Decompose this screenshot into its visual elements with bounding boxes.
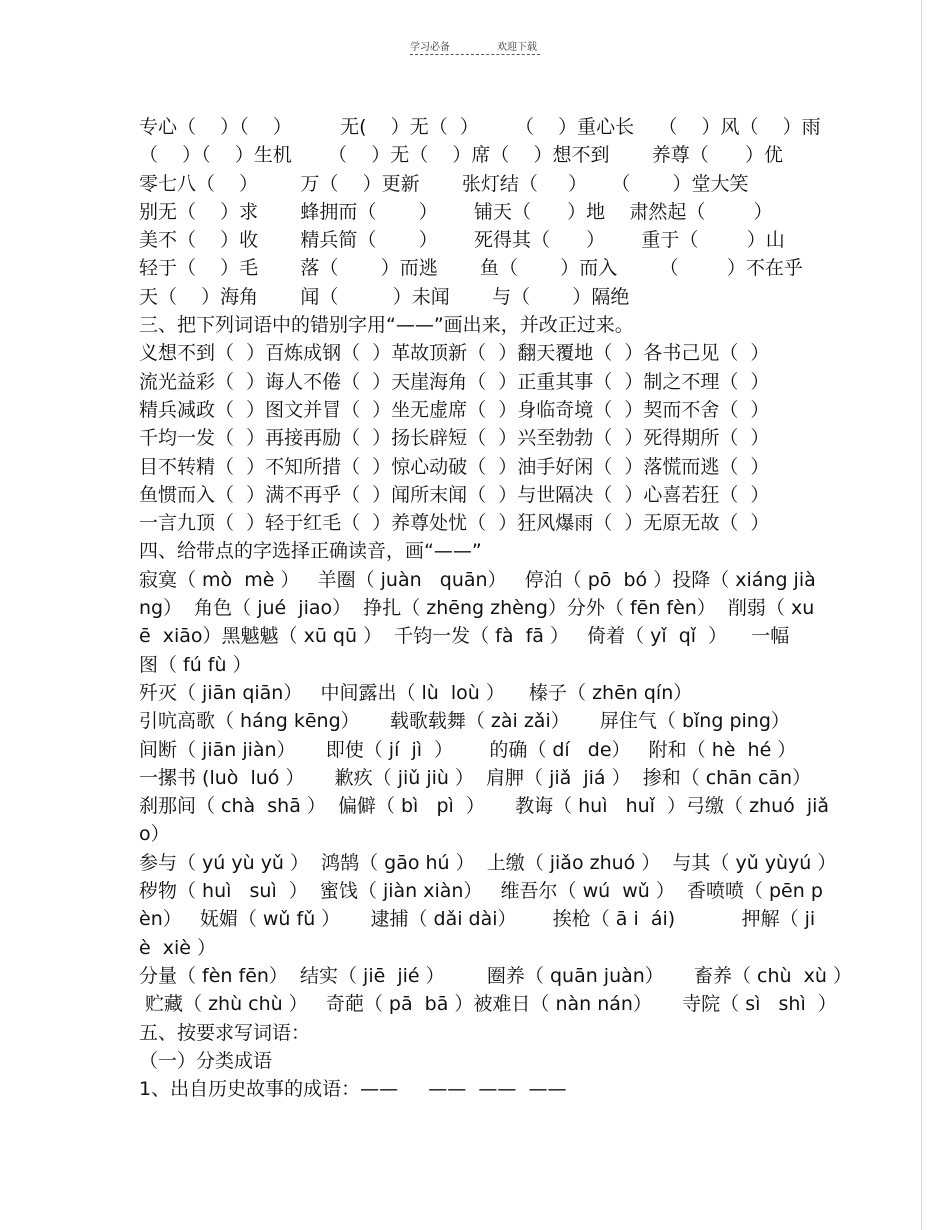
- text-line: 美不（ ）收 精兵简（ ） 死得其（ ） 重于（ ）山: [139, 229, 785, 252]
- section-heading: 五、按要求写词语：: [139, 1021, 311, 1044]
- text-line: 鱼惯而入（ ）满不再乎（ ）闻所末闻（ ）与世隔决（ ）心喜若狂（ ）: [139, 483, 770, 506]
- text-line: 刹那间（ chà shā ） 偏僻（ bì pì ） 教诲（ huì huǐ ）弓缴（ zhuó jiǎ: [139, 795, 830, 818]
- text-line: 精兵减政（ ）图文并冒（ ）坐无虚席（ ）身临奇境（ ）契而不舍（ ）: [139, 398, 770, 421]
- section-heading: 三、把下列词语中的错别字用“——”画出来，并改正过来。: [139, 314, 634, 337]
- text-line: 图（ fú fù ）: [139, 653, 252, 676]
- text-line: 一言九顶（ ）轻于红毛（ ）养尊处忧（ ）狂风爆雨（ ）无原无故（ ）: [139, 512, 770, 535]
- text-line: èn） 妩媚（ wǔ fǔ ） 逮捕（ dǎi dài） 挨枪（ ā i ái) 押解（ ji: [139, 908, 816, 931]
- text-line: 零七八（ ） 万（ ）更新 张灯结（ ） （ ）堂大笑: [139, 172, 749, 195]
- text-line: 参与（ yú yù yǔ ） 鸿鹄（ gāo hú ） 上缴（ jiǎo zhuó ） 与其（ yǔ yùyú ）: [139, 851, 837, 874]
- text-line: 流光益彩（ ）诲人不倦（ ）天崖海角（ ）正重其事（ ）制之不理（ ）: [139, 370, 770, 393]
- text-line: 间断（ jiān jiàn） 即使（ jí jì ） 的确（ dí de） 附和（ hè hé ）: [139, 738, 797, 761]
- text-line: 秽物（ huì suì ） 蜜饯（ jiàn xiàn） 维吾尔（ wú wǔ ） 香喷喷（ pēn p: [139, 880, 823, 903]
- header-rule: [410, 54, 540, 55]
- text-line: 别无（ ）求 蜂拥而（ ） 铺天（ ）地 肃然起（ ）: [139, 200, 773, 223]
- text-line: 引吭高歌（ háng kēng） 载歌载舞（ zài zǎi） 屏住气（ bǐng ping）: [139, 710, 790, 733]
- text-line: 贮藏（ zhù chù ） 奇葩（ pā bā ）被难日（ nàn nán） 寺院（ sì shì ）: [139, 993, 837, 1016]
- text-line: 一摞书 (luò luó ） 歉疚（ jiǔ jiù ） 肩胛（ jiǎ jiá ） 掺和（ chān cān）: [139, 766, 812, 789]
- text-line: 天（ ）海角 闻（ ）未闻 与（ ）隔绝: [139, 285, 630, 308]
- text-line: 目不转精（ ）不知所措（ ）惊心动破（ ）油手好闲（ ）落慌而逃（ ）: [139, 455, 770, 478]
- header-left: 学习必备: [410, 42, 450, 53]
- text-line: 歼灭（ jiān qiān） 中间露出（ lù loù ） 榛子（ zhēn qín）: [139, 681, 693, 704]
- text-line: ng） 角色（ jué jiao） 挣扎（ zhēng zhèng）分外（ fēn fèn） 削弱（ xu: [139, 597, 815, 620]
- text-line: 轻于（ ）毛 落（ ）而逃 鱼（ ）而入 （ ）不在乎: [139, 257, 803, 280]
- text-line: o）: [139, 823, 170, 846]
- text-line: 义想不到（ ）百炼成钢（ ）革故顶新（ ）翻天覆地（ ）各书己见（ ）: [139, 342, 770, 365]
- page-header: [0, 38, 950, 58]
- page-edge: [921, 0, 922, 1230]
- text-line: 寂寞（ mò mè ） 羊圈（ juàn quān） 停泊（ pō bó ）投降（ xiáng jià: [139, 568, 816, 591]
- header-right: 欢迎下载: [497, 42, 537, 53]
- text-line: 专心（ ）（ ） 无( ）无（ ） （ ）重心长 （ ）风（ ）雨: [139, 116, 821, 138]
- text-line: 1、出自历史故事的成语：—— —— —— ——: [139, 1078, 567, 1101]
- text-line: è xiè ）: [139, 936, 217, 959]
- text-line: 分量（ fèn fēn） 结实（ jiē jié ） 圈养（ quān juàn） 畜养（ chù xù ）: [139, 964, 852, 987]
- text-line: 千均一发（ ）再接再励（ ）扬长辟短（ ）兴至勃勃（ ）死得期所（ ）: [139, 427, 770, 450]
- section-heading: 四、给带点的字选择正确读音，画“——”: [139, 540, 482, 563]
- document-body: [139, 113, 852, 1103]
- subsection-heading: （一）分类成语: [139, 1049, 273, 1072]
- text-line: ē xiāo）黑魆魆（ xū qū ） 千钧一发（ fà fā ） 倚着（ yǐ qǐ ） 一幅: [139, 625, 790, 648]
- text-line: （ ）（ ）生机 （ ）无（ ）席（ ）想不到 养尊（ ）优: [139, 144, 784, 167]
